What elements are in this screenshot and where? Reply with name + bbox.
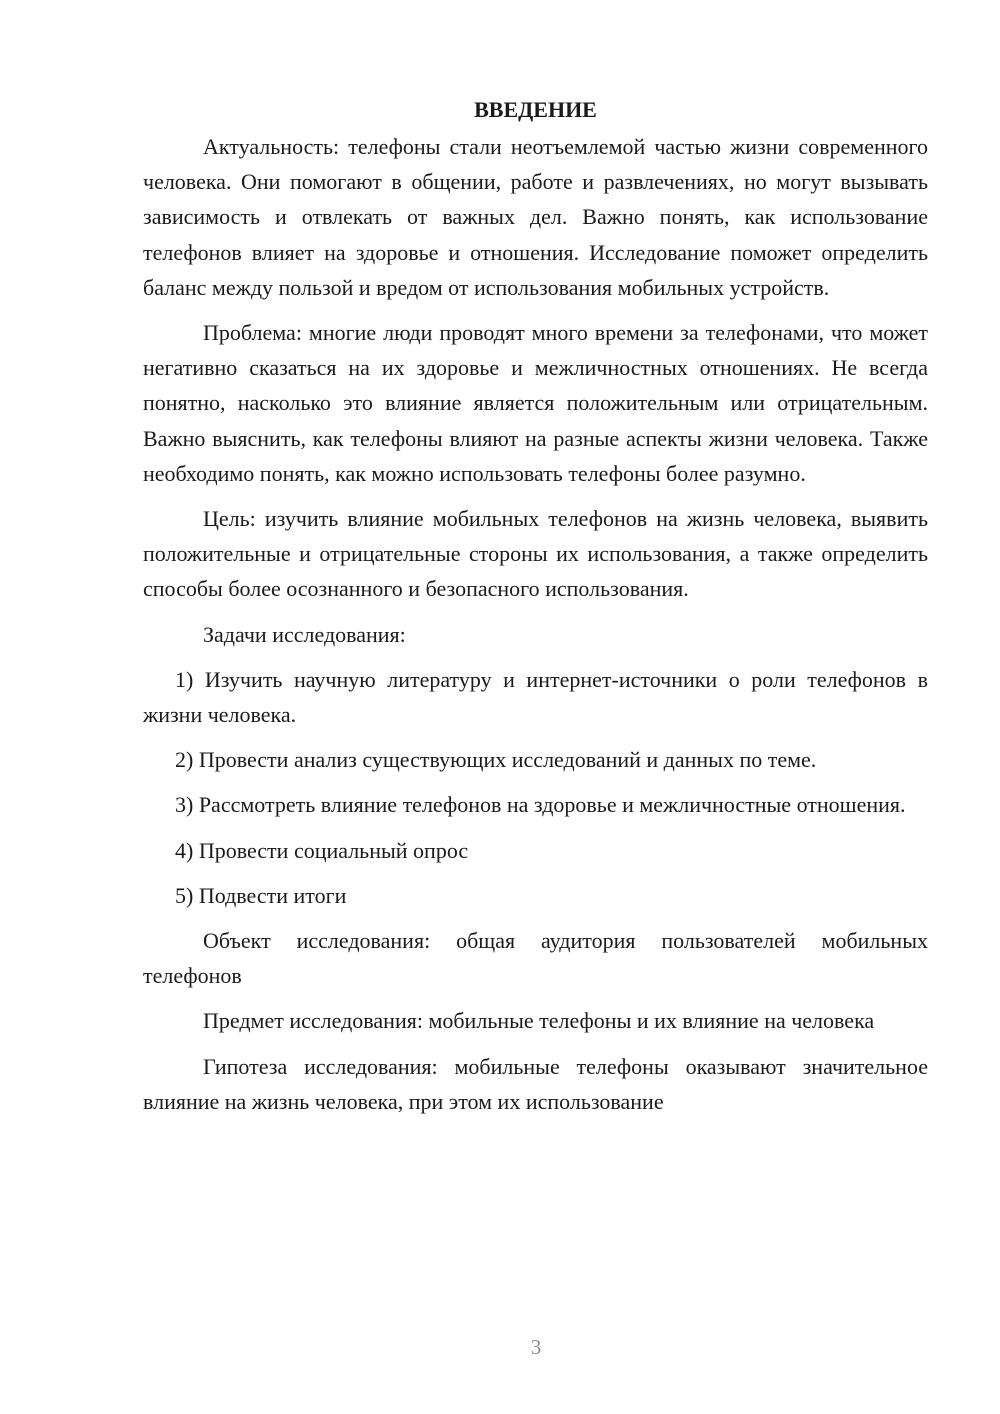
object-paragraph: Объект исследования: общая аудитория пользователей мобильных телефонов — [143, 928, 928, 989]
task-item: 2) Провести анализ существующих исследований и данных по теме. — [175, 747, 817, 773]
task-item: 5) Подвести итоги — [175, 882, 347, 908]
page-number: 3 — [530, 1335, 542, 1359]
hypothesis-paragraph: Гипотеза исследования: мобильные телефоны оказывают значительное влияние на жизнь человека, при этом их использование — [143, 1053, 928, 1114]
problem-paragraph: Проблема: многие люди проводят много времени за телефонами, что может негативно сказаться на их здоровье и межличностных отношениях. Не всегда понятно, насколько это влияние является положительным или отрицательным. Важно выяснить, как телефоны влияют на разные аспекты жизни человека. Также необходимо понять, как можно использовать телефоны более разумно. — [143, 320, 928, 486]
task-item: 3) Рассмотреть влияние телефонов на здоровье и межличностные отношения. — [175, 792, 906, 818]
subject-paragraph: Предмет исследования: мобильные телефоны и их влияние на человека — [203, 1008, 875, 1034]
relevance-paragraph: Актуальность: телефоны стали неотъемлемой частью жизни современного человека. Они помогают в общении, работе и развлечениях, но могут вызывать зависимость и отвлекать от важных дел. Важно понять, как использование телефонов влияет на здоровье и отношения. Исследование поможет определить баланс между пользой и вредом от использования мобильных устройств. — [143, 134, 928, 300]
goal-paragraph: Цель: изучить влияние мобильных телефонов на жизнь человека, выявить положительные и отрицательные стороны их использования, а также определить способы более осознанного и безопасного использования. — [143, 506, 928, 602]
tasks-heading: Задачи исследования: — [203, 621, 406, 647]
document-page — [143, 92, 928, 1119]
task-item: 1) Изучить научную литературу и интернет-источники о роли телефонов в жизни человека. — [143, 666, 928, 728]
section-title: ВВЕДЕНИЕ — [474, 97, 597, 122]
task-item: 4) Провести социальный опрос — [175, 837, 469, 863]
